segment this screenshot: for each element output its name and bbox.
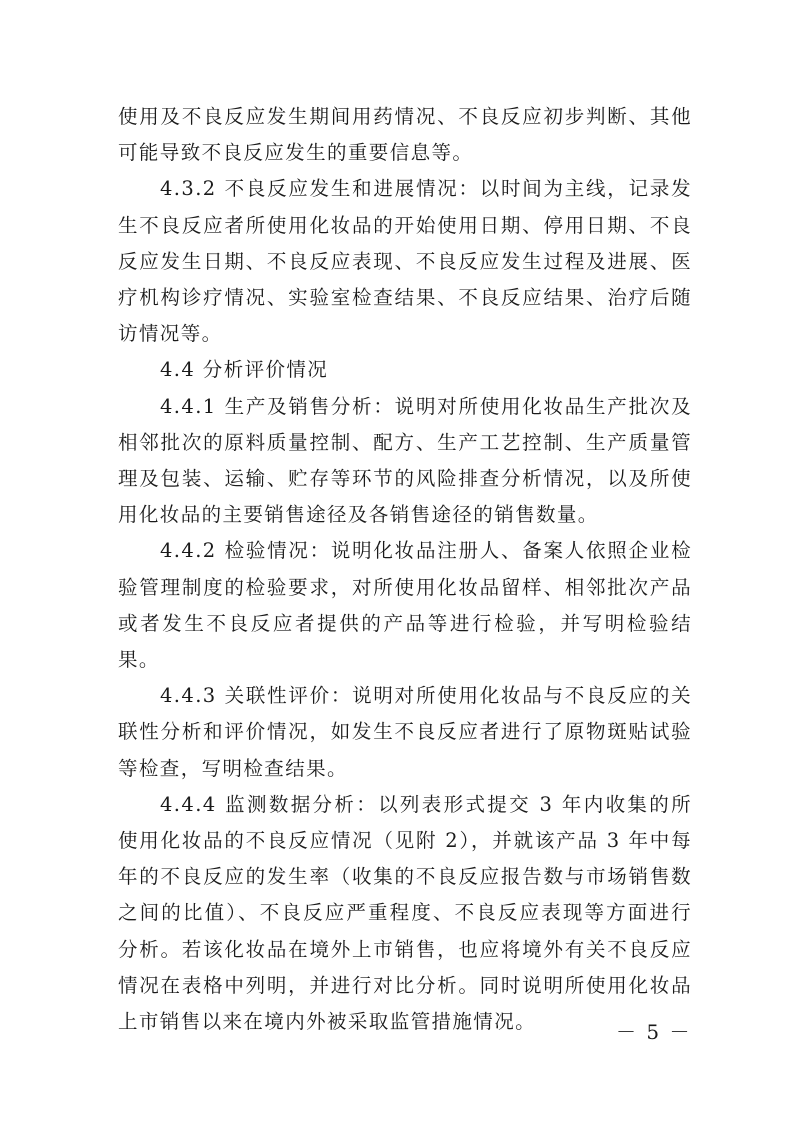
section-heading-4-4: 4.4 分析评价情况 <box>160 358 329 382</box>
paragraph-4-3-2: 4.3.2 不良反应发生和进展情况：以时间为主线，记录发生不良反应者所使用化妆品的开始使用日期、停用日期、不良反应发生日期、不良反应表现、不良反应发生过程及进展、医疗机构诊疗情况、实验室检查结果、不良反应结果、治疗后随访情况等。 <box>118 177 692 346</box>
document-body <box>118 99 692 1040</box>
paragraph-continuation: 使用及不良反应发生期间用药情况、不良反应初步判断、其他可能导致不良反应发生的重要信息等。 <box>118 105 692 165</box>
paragraph-4-4-2: 4.4.2 检验情况：说明化妆品注册人、备案人依照企业检验管理制度的检验要求，对所使用化妆品留样、相邻批次产品或者发生不良反应者提供的产品等进行检验，并写明检验结果。 <box>118 539 692 672</box>
page-number: － 5 － <box>616 1020 692 1044</box>
paragraph-4-4-4: 4.4.4 监测数据分析：以列表形式提交 3 年内收集的所使用化妆品的不良反应情况（见附 2），并就该产品 3 年中每年的不良反应的发生率（收集的不良反应报告数与市场销售数之间的比值）、不良反应严重程度、不良反应表现等方面进行分析。若该化妆品在境外上市销售，也应将境外有关不良反应情况在表格中列明，并进行对比分析。同时说明所使用化妆品上市销售以来在境内外被采取监管措施情况。 <box>118 792 692 1034</box>
paragraph-4-4-3: 4.4.3 关联性评价：说明对所使用化妆品与不良反应的关联性分析和评价情况，如发生不良反应者进行了原物斑贴试验等检查，写明检查结果。 <box>118 684 692 780</box>
paragraph-4-4-1: 4.4.1 生产及销售分析：说明对所使用化妆品生产批次及相邻批次的原料质量控制、配方、生产工艺控制、生产质量管理及包装、运输、贮存等环节的风险排查分析情况，以及所使用化妆品的主要销售途径及各销售途径的销售数量。 <box>118 394 692 527</box>
